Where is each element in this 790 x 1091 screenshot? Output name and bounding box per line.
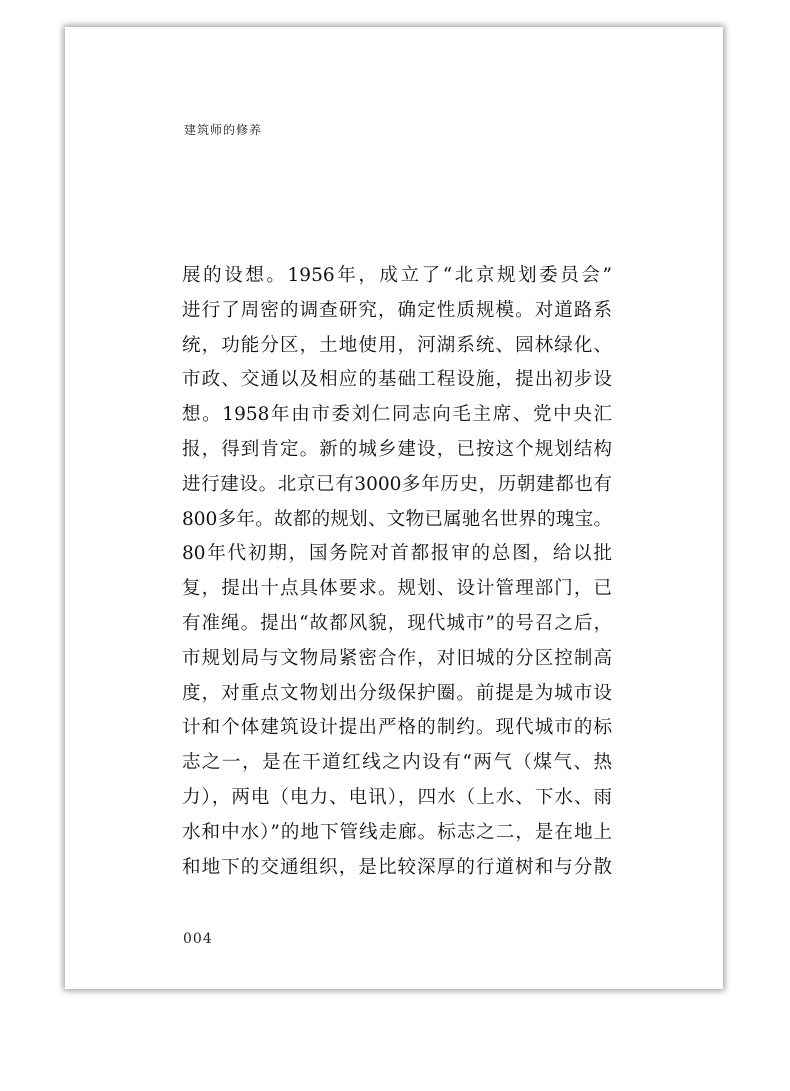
page-number: 004: [183, 931, 213, 947]
text-line: 展的设想。1956年，成立了“北京规划委员会”: [182, 265, 612, 286]
text-line: 度，对重点文物划出分级保护圈。前提是为城市设: [182, 682, 612, 704]
text-line: 想。1958年由市委刘仁同志向毛主席、党中央汇: [182, 404, 612, 426]
text-line: 统，功能分区，土地使用，河湖系统、园林绿化、: [182, 334, 612, 356]
text-line: 有准绳。提出“故都风貌，现代城市”的号召之后，: [182, 612, 612, 634]
text-line: 志之一，是在干道红线之内设有“两气（煤气、热: [182, 752, 612, 774]
text-line: 力），两电（电力、电讯），四水（上水、下水、雨: [182, 786, 612, 808]
text-line: 进行了周密的调查研究，确定性质规模。对道路系: [182, 299, 612, 321]
text-line: 复，提出十点具体要求。规划、设计管理部门，已: [182, 578, 612, 600]
body-text: [182, 259, 612, 885]
text-line: 市规划局与文物局紧密合作，对旧城的分区控制高: [182, 647, 612, 669]
text-line: 和地下的交通组织，是比较深厚的行道树和与分散: [182, 856, 612, 878]
text-line: 市政、交通以及相应的基础工程设施，提出初步设: [182, 369, 612, 391]
text-line: 计和个体建筑设计提出严格的制约。现代城市的标: [182, 717, 612, 739]
book-page: [65, 27, 723, 989]
text-line: 80年代初期，国务院对首都报审的总图，给以批: [182, 543, 612, 565]
text-line: 800多年。故都的规划、文物已属驰名世界的瑰宝。: [182, 508, 612, 530]
text-line: 进行建设。北京已有3000多年历史，历朝建都也有: [182, 473, 612, 495]
text-line: 报，得到肯定。新的城乡建设，已按这个规划结构: [182, 438, 612, 460]
text-line: 水和中水）”的地下管线走廊。标志之二，是在地上: [182, 821, 612, 843]
running-header: 建筑师的修养: [184, 123, 263, 137]
